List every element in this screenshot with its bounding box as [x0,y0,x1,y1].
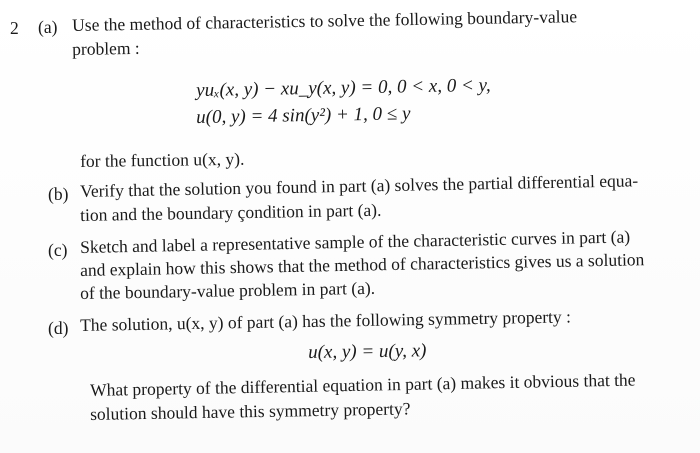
part-d-label: (d) [48,318,69,338]
part-c-line-1: Sketch and label a representative sample of the characteristic curves in part (a) [79,226,631,257]
part-a-line-2: problem : [71,37,140,59]
part-a-label: (a) [38,17,58,37]
part-d-line-1: The solution, u(x, y) of part (a) has the following symmetry property : [79,306,572,335]
part-c-line-3: of the boundary-value problem in part (a). [79,277,376,303]
part-a-line-1: Use the method of characteristics to solve the following boundary-value [71,6,578,35]
part-c-line-2: and explain how this shows that the method of characteristics gives us a solution [79,249,645,280]
problem-number: 2 [10,18,19,38]
part-a-line-3: for the function u(x, y). [79,148,245,171]
part-c-label: (c) [48,240,68,260]
part-b-line-2: tion and the boundary çondition in part (a). [79,199,382,225]
part-a-equation-2: u(0, y) = 4 sin(y²) + 1, 0 ≤ y [195,103,411,128]
part-d-line-2: What property of the differential equation in part (a) makes it obvious that the [89,369,636,400]
part-d-line-3: solution should have this symmetry property? [89,398,411,424]
part-b-line-1: Verify that the solution you found in part (a) solves the partial differential equa- [79,170,639,201]
part-d-symmetry-equation: u(x, y) = u(y, x) [307,340,427,363]
part-b-label: (b) [48,184,69,204]
part-a-equation-1: yuₓ(x, y) − xu_y(x, y) = 0, 0 < x, 0 < y, [195,74,491,101]
